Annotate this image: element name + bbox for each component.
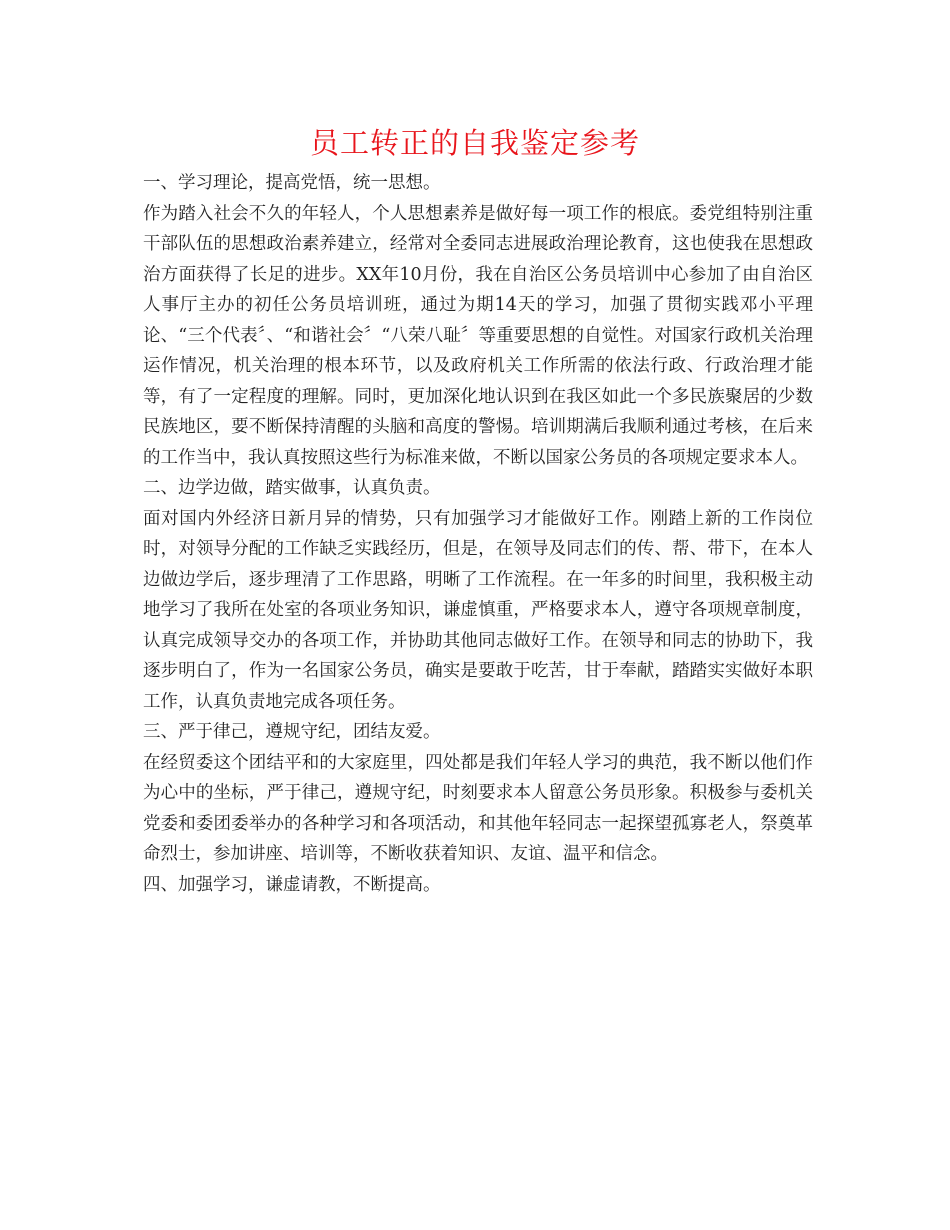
document-body <box>143 168 813 900</box>
body-paragraph-3: 在经贸委这个团结平和的大家庭里，四处都是我们年轻人学习的典范，我不断以他们作为心中的坐标，严于律己，遵规守纪，时刻要求本人留意公务员形象。积极参与委机关党委和委团委举办的各种学习和各项活动，和其他年轻同志一起探望孤寡老人，祭奠革命烈士，参加讲座、培训等，不断收获着知识、友谊、温平和信念。 <box>143 752 813 864</box>
body-paragraph-2: 面对国内外经济日新月异的情势，只有加强学习才能做好工作。刚踏上新的工作岗位时，对领导分配的工作缺乏实践经历，但是，在领导及同志们的传、帮、带下，在本人边做边学后，逐步理清了工作思路，明晰了工作流程。在一年多的时间里，我积极主动地学习了我所在处室的各项业务知识，谦虚慎重，严格要求本人，遵守各项规章制度，认真完成领导交办的各项工作，并协助其他同志做好工作。在领导和同志的协助下，我逐步明白了，作为一名国家公务员，确实是要敢于吃苦，甘于奉献，踏踏实实做好本职工作，认真负责地完成各项任务。 <box>143 508 813 712</box>
body-paragraph-1: 作为踏入社会不久的年轻人，个人思想素养是做好每一项工作的根底。委党组特别注重干部队伍的思想政治素养建立，经常对全委同志进展政治理论教育，这也使我在思想政治方面获得了长足的进步。XX年10月份，我在自治区公务员培训中心参加了由自治区人事厅主办的初任公务员培训班，通过为期14天的学习，加强了贯彻实践邓小平理论、“三个代表〞、“和谐社会〞“八荣八耻〞等重要思想的自觉性。对国家行政机关治理运作情况，机关治理的根本环节，以及政府机关工作所需的依法行政、行政治理才能等，有了一定程度的理解。同时，更加深化地认识到在我区如此一个多民族聚居的少数民族地区，要不断保持清醒的头脑和高度的警惕。培训期满后我顺利通过考核，在后来的工作当中，我认真按照这些行为标准来做，不断以国家公务员的各项规定要求本人。 <box>143 203 813 468</box>
section-heading-1: 一、学习理论，提高党悟，统一思想。 <box>143 173 441 193</box>
document-title: 员工转正的自我鉴定参考 <box>309 126 640 160</box>
section-heading-2: 二、边学边做，踏实做事，认真负责。 <box>143 478 441 498</box>
section-heading-4: 四、加强学习，谦虚请教，不断提高。 <box>143 874 441 895</box>
section-heading-3: 三、严于律己，遵规守纪，团结友爱。 <box>143 722 441 742</box>
